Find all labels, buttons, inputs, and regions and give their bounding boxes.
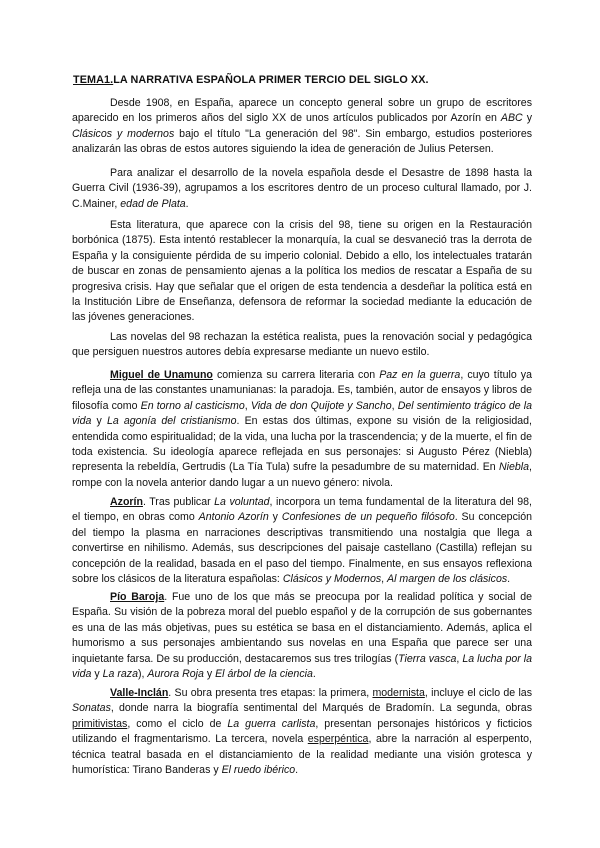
text-run: , donde narra la biografía sentimental del Marqués de Bradomín. La segunda, obras: [110, 702, 532, 715]
paragraph-novelas-98: [72, 330, 532, 361]
text-run: , cuyo título ya refleja una de las constantes unamunianas: la paradoja. Es, también, autor de ensayos y libros de filosofía como: [72, 369, 532, 412]
italic-title: Clásicos y modernos: [72, 127, 175, 140]
italic-title: Del sentimiento trágico de la vida: [72, 399, 533, 428]
text-run: .: [295, 764, 299, 777]
italic-title: La voluntad: [214, 496, 270, 508]
text-run: , abre la narración al esperpento, técnica teatral basada en el distanciamiento de la realidad mediante una visión grotesca y humorística: Tirano Banderas y: [72, 733, 532, 777]
text-run: Desde 1908, en España, aparece un concepto general sobre un grupo de escritores aparecido en los primeros años del siglo XX de unos artículos publicados por Azorín en: [72, 97, 532, 125]
italic-title: En torno al casticismo: [140, 399, 245, 412]
italic-title: Aurora Roja: [147, 668, 204, 681]
text-run: ),: [137, 668, 148, 681]
text-run: , como el ciclo de: [127, 717, 228, 730]
text-run: .: [507, 573, 511, 586]
underlined-term: esperpéntica: [307, 733, 369, 746]
text-run: . Su concepción del tiempo la plasma en narraciones descriptivas transmitiendo una nostalgia que llega a convertirse en nihilismo. Además, sus descripciones del paisaje castellano (Castilla) reflejan su concepción de la realidad, basada en el paso del tiempo. Finalmente, en sus ensayos reflexiona sobre los clásicos de la literatura españolas:: [72, 511, 533, 586]
text-run: .: [185, 197, 189, 210]
italic-title: Vida de don Quijote y Sancho: [250, 399, 392, 412]
text-run: y: [91, 668, 103, 681]
italic-title: El árbol de la ciencia: [215, 668, 313, 681]
text-run: bajo el título "La generación del 98". Sin embargo, estudios posteriores analizarán las obras de estos autores siguiendo la idea de generación de Julius Petersen.: [72, 127, 533, 156]
paragraph-valle-inclan: [72, 686, 532, 778]
italic-title: Al margen de los clásicos: [387, 573, 508, 586]
italic-title: La agonía del cristianismo: [106, 415, 237, 428]
italic-title: Antonio Azorín: [198, 511, 269, 524]
text-run: ,: [381, 573, 388, 586]
text-run: . Fue uno de los que más se preocupa por la realidad política y social de España. Su visión de la pobreza moral del pueblo español y de la corrupción de sus gobernantes es una de las más objetivas, pues su estética se basa en el distanciamiento. Además, aplica el humorismo a sus personajes ambientando sus novelas en una España que parece ser una inquietante farsa. De su producción, destacaremos sus tres trilogías (: [72, 591, 532, 665]
text-run: y: [522, 112, 532, 125]
underlined-term: primitivistas: [72, 717, 128, 730]
italic-title: Niebla: [499, 461, 530, 474]
text-run: , incorpora un tema fundamental de la literatura del 98, el tiempo, en obras como: [72, 496, 532, 524]
italic-title: La raza: [102, 668, 138, 681]
document-title: [73, 73, 543, 88]
text-run: , presentan personajes históricos y ficticios utilizando el fragmentarismo. La tercera, novela: [72, 717, 533, 746]
paragraph-intro-generacion-98: [72, 96, 532, 158]
paragraph-desarrollo-novela: [72, 166, 532, 212]
author-name: Valle-Inclán: [110, 687, 169, 699]
italic-title: El ruedo ibérico: [221, 764, 296, 777]
paragraph-baroja: [72, 590, 532, 682]
italic-title: Tierra vasca: [398, 652, 457, 665]
paragraph-unamuno: [72, 368, 532, 491]
text-run: ,: [391, 399, 398, 412]
italic-title: Confesiones de un pequeño filósofo: [281, 511, 455, 524]
text-run: y: [203, 668, 216, 681]
text-run: ,: [244, 399, 251, 412]
author-name: Azorín: [110, 496, 143, 508]
text-run: , rompe con la novela anterior dando lugar a un nuevo género: nivola.: [72, 461, 532, 489]
italic-title: Sonatas: [72, 702, 111, 715]
text-run: Las novelas del 98 rechazan la estética realista, pues la renovación social y pedagógica que persiguen nuestros autores debía expresarse mediante un nuevo estilo.: [72, 331, 532, 359]
author-name: Miguel de Unamuno: [110, 369, 213, 381]
text-run: comienza su carrera literaria con: [212, 369, 380, 381]
text-run: .: [312, 668, 316, 681]
text-run: Esta literatura, que aparece con la crisis del 98, tiene su origen en la Restauración borbónica (1875). Esta intentó restablecer la monarquía, la cual se desvaneció tras la derrota de España y la consiguiente pérdida de su imperio colonial. Debido a ello, los intelectuales tratarán de buscar en zonas de pensamiento ajenas a la política los medios de rescatar a España de su progresiva crisis. Hay que señalar que el origen de esta tendencia a desdeñar la política está en la Institución Libre de Enseñanza, defensora de reformar la sociedad mediante la educación de las jóvenes generaciones.: [72, 219, 532, 324]
text-run: . Tras publicar: [142, 496, 215, 508]
paragraph-azorin: [72, 495, 532, 587]
italic-title: La lucha por la vida: [72, 652, 533, 681]
italic-title: La guerra carlista: [227, 717, 316, 730]
italic-title: edad de Plata: [120, 197, 186, 210]
text-run: ,: [456, 652, 463, 665]
italic-title: Clásicos y Modernos: [282, 573, 382, 586]
italic-title: Paz en la guerra: [379, 369, 461, 381]
italic-title: ABC: [500, 112, 523, 125]
underlined-term: modernista: [372, 687, 425, 699]
title-text: LA NARRATIVA ESPAÑOLA PRIMER TERCIO DEL SIGLO XX.: [113, 74, 429, 86]
text-run: y: [268, 511, 282, 524]
text-run: Para analizar el desarrollo de la novela española desde el Desastre de 1898 hasta la Guerra Civil (1936-39), agrupamos a los escritores dentro de un proceso cultural llamado, por J. C.Mainer,: [72, 167, 532, 210]
text-run: , incluye el ciclo de las: [424, 687, 532, 699]
text-run: y: [91, 415, 107, 428]
paragraph-crisis-98: [72, 218, 532, 326]
title-prefix: TEMA1.: [73, 74, 114, 86]
text-run: . Su obra presenta tres etapas: la primera,: [168, 687, 373, 699]
author-name: Pío Baroja: [110, 591, 165, 603]
text-run: . En estas dos últimas, expone su visión de la religiosidad, entendida como espiritualidad; de la vida, una lucha por la trascendencia; y de la muerte, el fin de toda existencia. Su ideología aparece reflejada en sus personajes: si Augusto Pérez (Niebla) representa la rebeldía, Gertrudis (La Tía Tula) sufre la pesadumbre de su maternidad. En: [72, 415, 533, 474]
